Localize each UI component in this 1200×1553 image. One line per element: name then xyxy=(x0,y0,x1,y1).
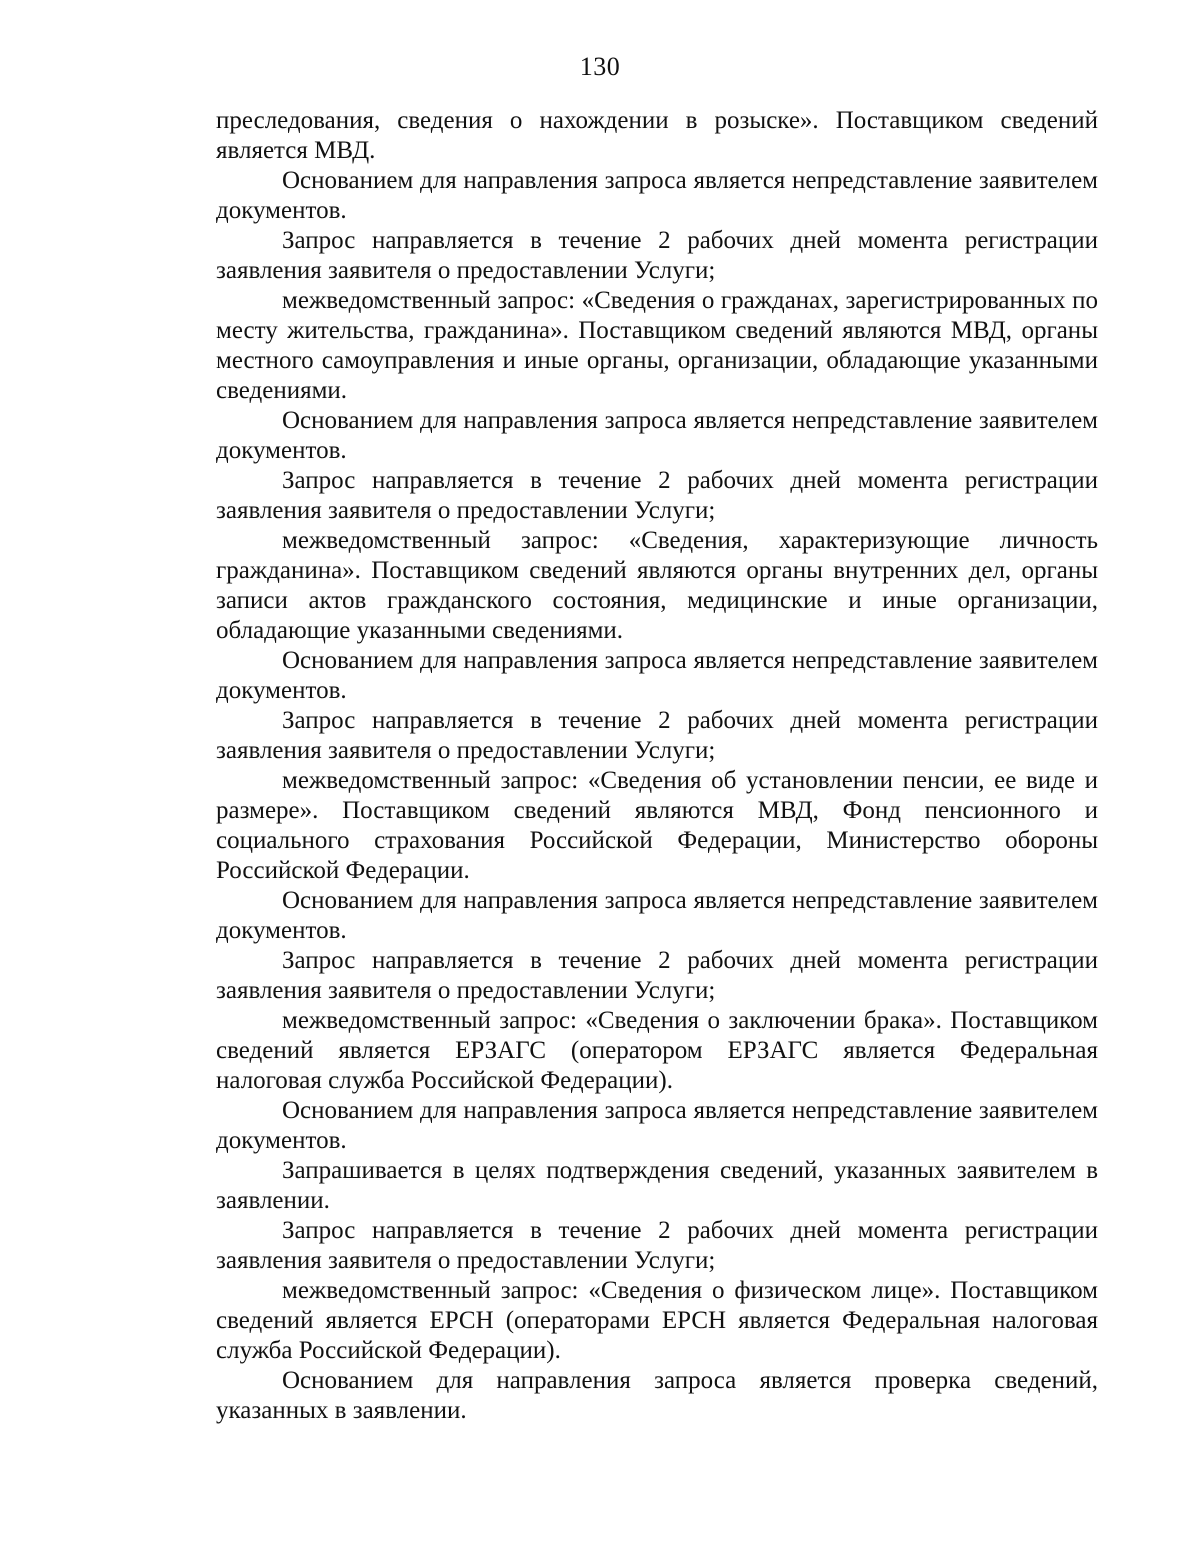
paragraph: Запрос направляется в течение 2 рабочих дней момента регистрации заявления заявителя о предоставлении Услуги; xyxy=(216,467,1098,524)
paragraph: Основанием для направления запроса является непредставление заявителем документов. xyxy=(216,647,1098,704)
paragraph: межведомственный запрос: «Сведения о заключении брака». Поставщиком сведений является ЕРЗАГС (оператором ЕРЗАГС является Федеральная налоговая служба Российской Федерации). xyxy=(216,1007,1098,1094)
paragraph: Запрашивается в целях подтверждения сведений, указанных заявителем в заявлении. xyxy=(216,1157,1098,1214)
document-body xyxy=(216,106,1098,1426)
paragraph: Основанием для направления запроса является непредставление заявителем документов. xyxy=(216,887,1098,944)
paragraph: Основанием для направления запроса является проверка сведений, указанных в заявлении. xyxy=(216,1367,1098,1424)
paragraph: Запрос направляется в течение 2 рабочих дней момента регистрации заявления заявителя о предоставлении Услуги; xyxy=(216,947,1098,1004)
paragraph: Запрос направляется в течение 2 рабочих дней момента регистрации заявления заявителя о предоставлении Услуги; xyxy=(216,707,1098,764)
paragraph: межведомственный запрос: «Сведения об установлении пенсии, ее виде и размере». Поставщиком сведений являются МВД, Фонд пенсионного и социального страхования Российской Федерации, Министерство обороны Российской Федерации. xyxy=(216,767,1098,884)
paragraph: межведомственный запрос: «Сведения, характеризующие личность гражданина». Поставщиком сведений являются органы внутренних дел, органы записи актов гражданского состояния, медицинские и иные организации, обладающие указанными сведениями. xyxy=(216,527,1098,644)
paragraph: Основанием для направления запроса является непредставление заявителем документов. xyxy=(216,167,1098,224)
paragraph: Основанием для направления запроса является непредставление заявителем документов. xyxy=(216,407,1098,464)
paragraph: преследования, сведения о нахождении в розыске». Поставщиком сведений является МВД. xyxy=(216,107,1098,164)
paragraph: межведомственный запрос: «Сведения о физическом лице». Поставщиком сведений является ЕРСН (операторами ЕРСН является Федеральная налоговая служба Российской Федерации). xyxy=(216,1277,1098,1364)
paragraph: межведомственный запрос: «Сведения о гражданах, зарегистрированных по месту жительства, гражданина». Поставщиком сведений являются МВД, органы местного самоуправления и иные органы, организации, обладающие указанными сведениями. xyxy=(216,287,1098,404)
paragraph: Основанием для направления запроса является непредставление заявителем документов. xyxy=(216,1097,1098,1154)
paragraph: Запрос направляется в течение 2 рабочих дней момента регистрации заявления заявителя о предоставлении Услуги; xyxy=(216,227,1098,284)
page-number: 130 xyxy=(579,52,621,81)
paragraph: Запрос направляется в течение 2 рабочих дней момента регистрации заявления заявителя о предоставлении Услуги; xyxy=(216,1217,1098,1274)
